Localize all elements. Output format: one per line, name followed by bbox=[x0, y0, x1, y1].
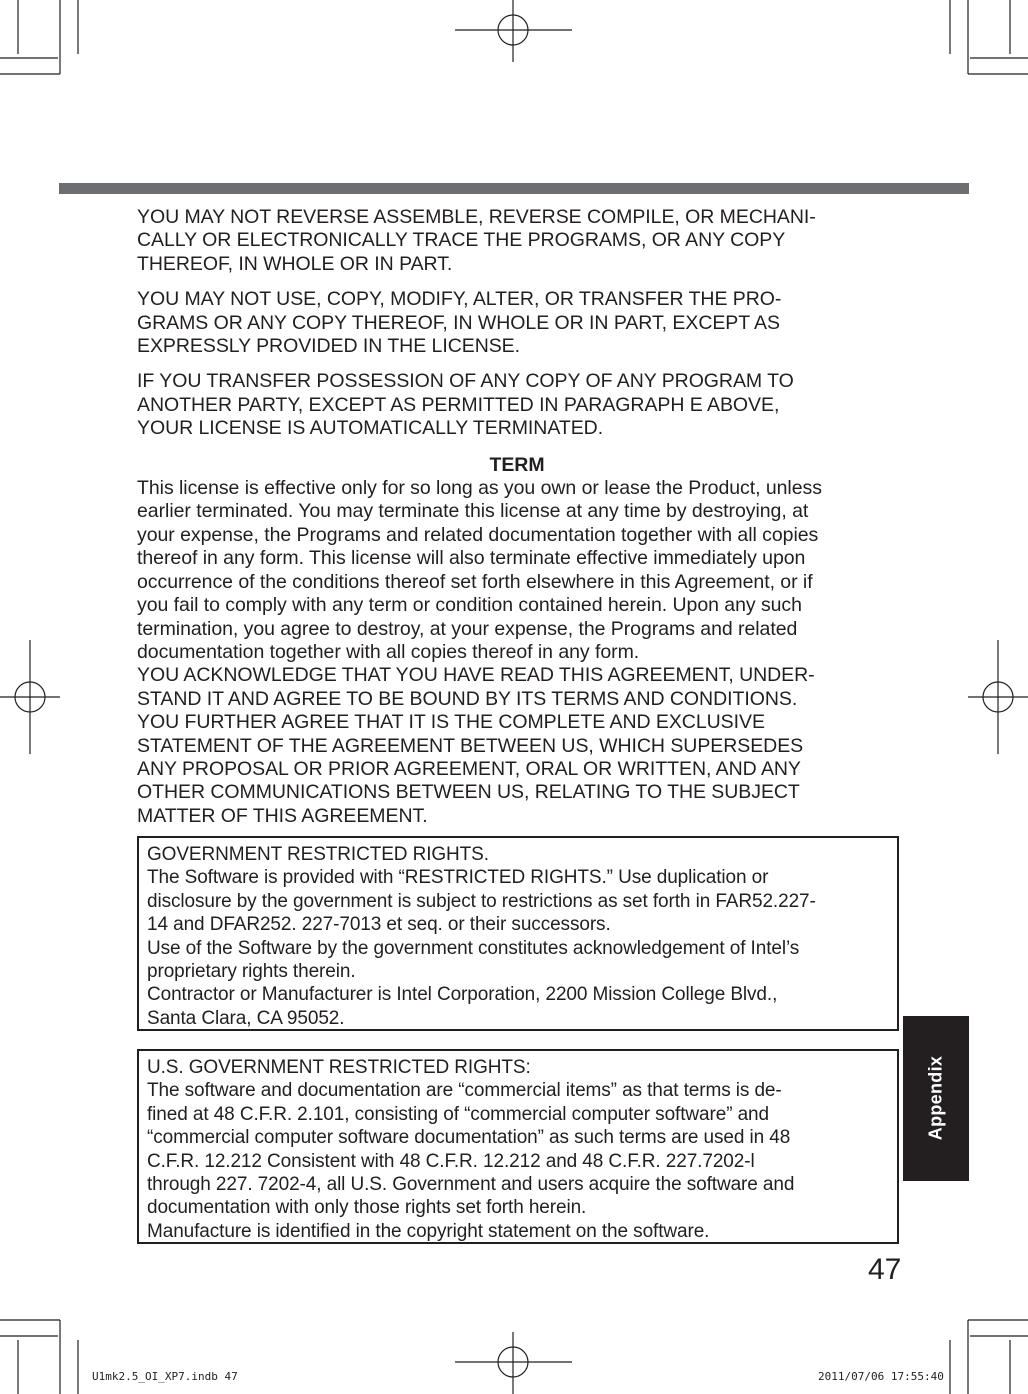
footer-date: 2011/07/06 17:55:40 bbox=[818, 1370, 944, 1383]
government-rights-title: GOVERNMENT RESTRICTED RIGHTS. bbox=[147, 844, 489, 865]
footer-file-name: U1mk2.5_OI_XP7.indb 47 bbox=[92, 1370, 238, 1383]
us-government-rights-title: U.S. GOVERNMENT RESTRICTED RIGHTS: bbox=[147, 1057, 531, 1078]
intel-rights-text: Use of the Software by the government constitutes acknowledgement of Intel’s proprietary rights therein. bbox=[147, 937, 800, 983]
us-government-rights-box bbox=[137, 1049, 899, 1244]
government-rights-text: The Software is provided with “RESTRICTED RIGHTS.” Use duplication or disclosure by the government is subject to restrictions as set forth in FAR52.227- 14 and DFAR252. 227-7013 et seq. or their successors. bbox=[147, 867, 816, 936]
contractor-text: Contractor or Manufacturer is Intel Corporation, 2200 Mission College Blvd., Santa Clara, CA 95052. bbox=[147, 984, 778, 1029]
appendix-tab-label: Appendix bbox=[925, 1055, 946, 1141]
term-paragraph: This license is effective only for so long as you own or lease the Product, unless earlier terminated. You may terminate this license at any time by destroying, at your expense, the Programs and related documentation together with all copies thereof in any form. This license will also terminate effective immediately upon occurrence of the conditions thereof set forth elsewhere in this Agreement, or if you fail to comply with any term or condition contained herein. Upon any such termination, you agree to destroy, at your expense, the Programs and related documentation together with all copies thereof in any form. bbox=[137, 477, 822, 663]
commercial-items-text: The software and documentation are “commercial items” as that terms is de- fined at 48 C.F.R. 2.101, consisting of “commercial computer software” and “commercial computer software documentation” as such terms are used in 48 C.F.R. 12.212 Consistent with 48 C.F.R. 12.212 and 48 C.F.R. 227.7202-l through 227. 7202-4, all U.S. Government and users acquire the software and documentation with only those rights set forth herein. bbox=[147, 1080, 795, 1219]
paragraph-reverse-assemble: YOU MAY NOT REVERSE ASSEMBLE, REVERSE COMPILE, OR MECHANI- CALLY OR ELECTRONICALLY TRACE THE PROGRAMS, OR ANY COPY THEREOF, IN WHOLE OR IN PART. bbox=[137, 206, 816, 275]
government-rights-box bbox=[137, 836, 899, 1031]
paragraph-transfer: IF YOU TRANSFER POSSESSION OF ANY COPY OF ANY PROGRAM TO ANOTHER PARTY, EXCEPT AS PERMITTED IN PARAGRAPH E ABOVE, YOUR LICENSE IS AUTOMATICALLY TERMINATED. bbox=[137, 370, 794, 440]
term-heading: TERM bbox=[489, 453, 545, 476]
appendix-tab bbox=[903, 1016, 969, 1181]
paragraph-no-modify: YOU MAY NOT USE, COPY, MODIFY, ALTER, OR TRANSFER THE PRO- GRAMS OR ANY COPY THEREOF, IN WHOLE OR IN PART, EXCEPT AS EXPRESSLY PROVIDED IN THE LICENSE. bbox=[137, 288, 782, 358]
acknowledgement-paragraph: YOU ACKNOWLEDGE THAT YOU HAVE READ THIS AGREEMENT, UNDER- STAND IT AND AGREE TO BE BOUND BY ITS TERMS AND CONDITIONS. YOU FURTHER AGREE THAT IT IS THE COMPLETE AND EXCLUSIVE STATEMENT OF THE AGREEMENT BETWEEN US, WHICH SUPERSEDES ANY PROPOSAL OR PRIOR AGREEMENT, ORAL OR WRITTEN, AND ANY OTHER COMMUNICATIONS BETWEEN US, RELATING TO THE SUBJECT MATTER OF THIS AGREEMENT. bbox=[137, 664, 815, 827]
manufacturer-text: Manufacture is identified in the copyright statement on the software. bbox=[147, 1220, 710, 1242]
header-rule bbox=[59, 183, 969, 194]
page-number: 47 bbox=[868, 1253, 902, 1286]
license-text bbox=[137, 206, 897, 828]
